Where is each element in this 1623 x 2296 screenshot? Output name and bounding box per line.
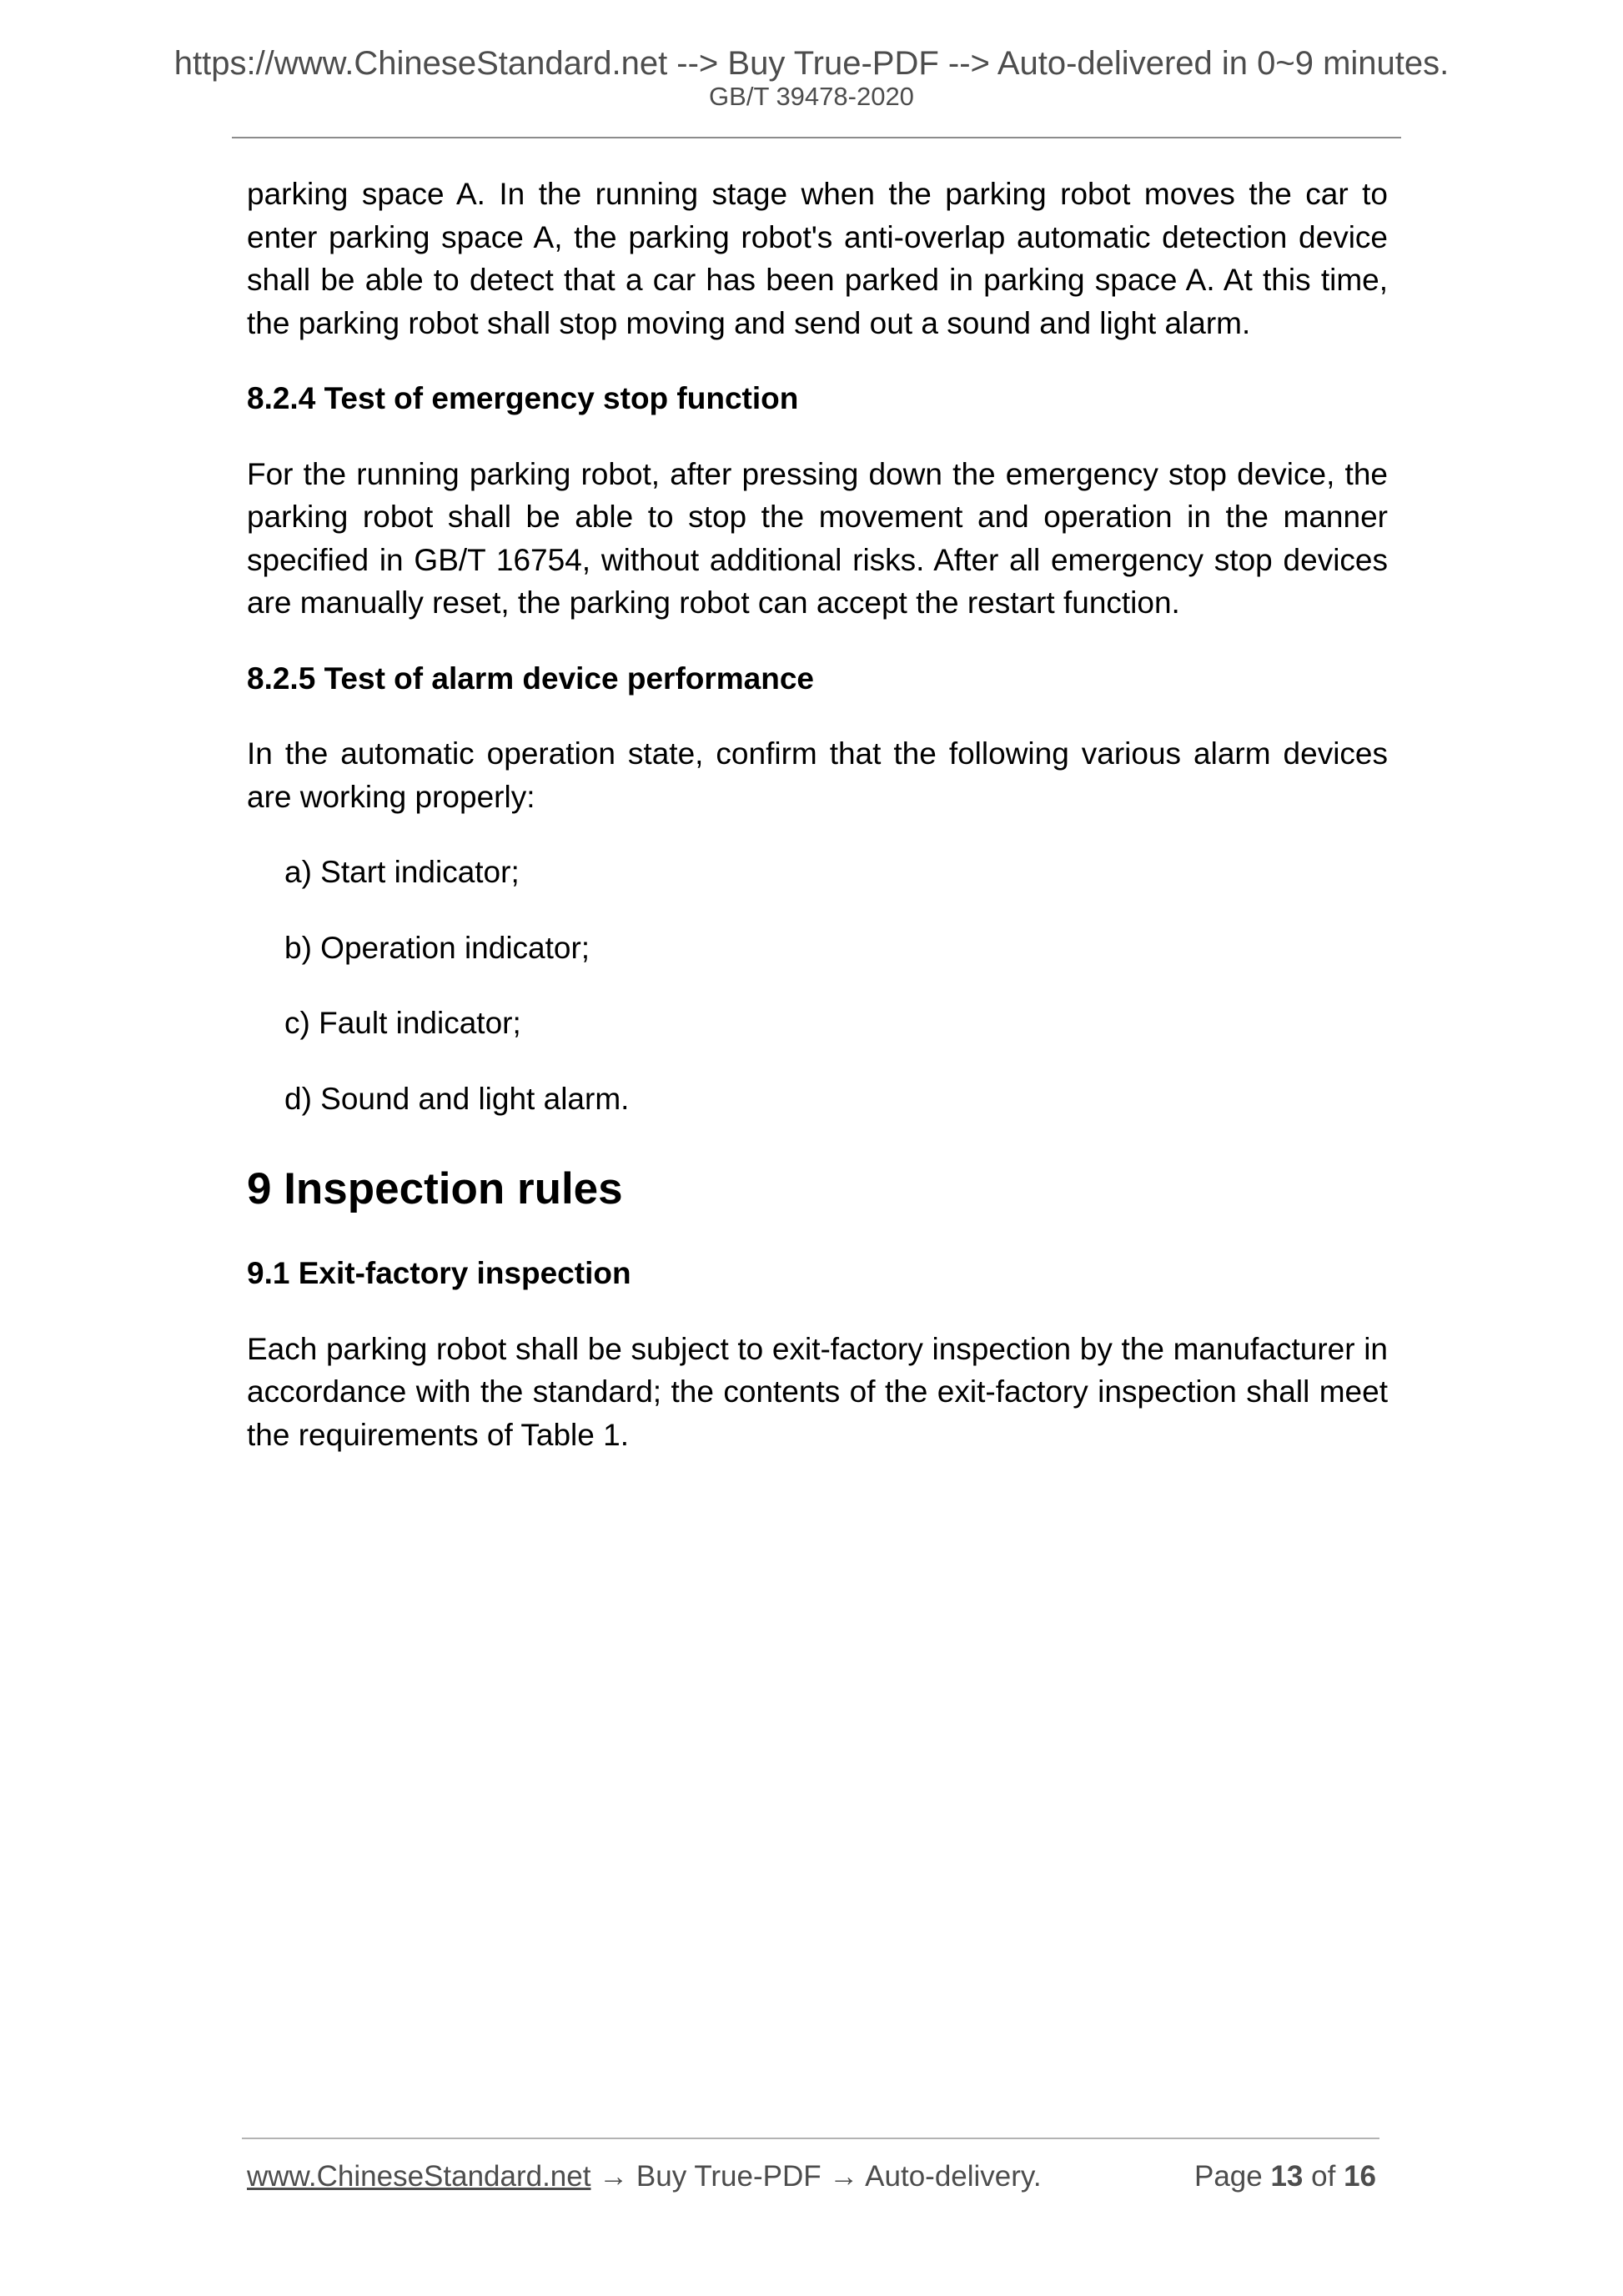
page-of: of: [1311, 2160, 1336, 2193]
site-link[interactable]: www.ChineseStandard.net: [247, 2160, 591, 2193]
page-total: 16: [1344, 2160, 1376, 2193]
page-current: 13: [1270, 2160, 1304, 2193]
list-item-operation-indicator: b) Operation indicator;: [284, 930, 590, 965]
heading-8-2-5: 8.2.5 Test of alarm device performance: [247, 661, 815, 696]
list-item-start-indicator: a) Start indicator;: [284, 855, 520, 889]
header-banner: https://www.ChineseStandard.net --> Buy True-PDF --> Auto-delivered in 0~9 minutes.: [173, 45, 1450, 82]
heading-9-1: 9.1 Exit-factory inspection: [247, 1256, 631, 1290]
heading-8-2-4: 8.2.4 Test of emergency stop function: [247, 381, 799, 415]
heading-9: 9 Inspection rules: [247, 1164, 623, 1213]
footer-tagline: → Buy True-PDF → Auto-delivery.: [590, 2160, 1042, 2193]
page-number: [1194, 2157, 1376, 2197]
page-label: Page: [1193, 2160, 1263, 2193]
paragraph-8-2-5: In the automatic operation state, confirm that the following various alarm devices are working properly:: [247, 736, 1388, 814]
list-item-fault-indicator: c) Fault indicator;: [284, 1006, 521, 1040]
list-item-sound-light-alarm: d) Sound and light alarm.: [284, 1081, 630, 1116]
paragraph-8-2-4: For the running parking robot, after pressing down the emergency stop device, the parking robot shall be able to stop the movement and operation in the manner specified in GB/T 16754, without additional risks. After all emergency stop devices are manually reset, the parking robot can accept the restart function.: [247, 456, 1388, 620]
page-content: [247, 173, 1388, 1456]
header-divider: [232, 137, 1401, 138]
document-code: GB/T 39478-2020: [709, 82, 914, 111]
page-footer: [247, 2157, 1379, 2197]
intro-paragraph: parking space A. In the running stage when the parking robot moves the car to enter parking space A, the parking robot's anti-overlap automatic detection device shall be able to detect that a car has been parked in parking space A. At this time, the parking robot shall stop moving and send out a sound and light alarm.: [247, 177, 1388, 340]
paragraph-9-1: Each parking robot shall be subject to exit-factory inspection by the manufacturer in accordance with the standard; the contents of the exit-factory inspection shall meet the requirements of Table 1.: [247, 1331, 1388, 1452]
footer-left: [247, 2157, 1042, 2197]
footer-divider: [242, 2138, 1379, 2139]
